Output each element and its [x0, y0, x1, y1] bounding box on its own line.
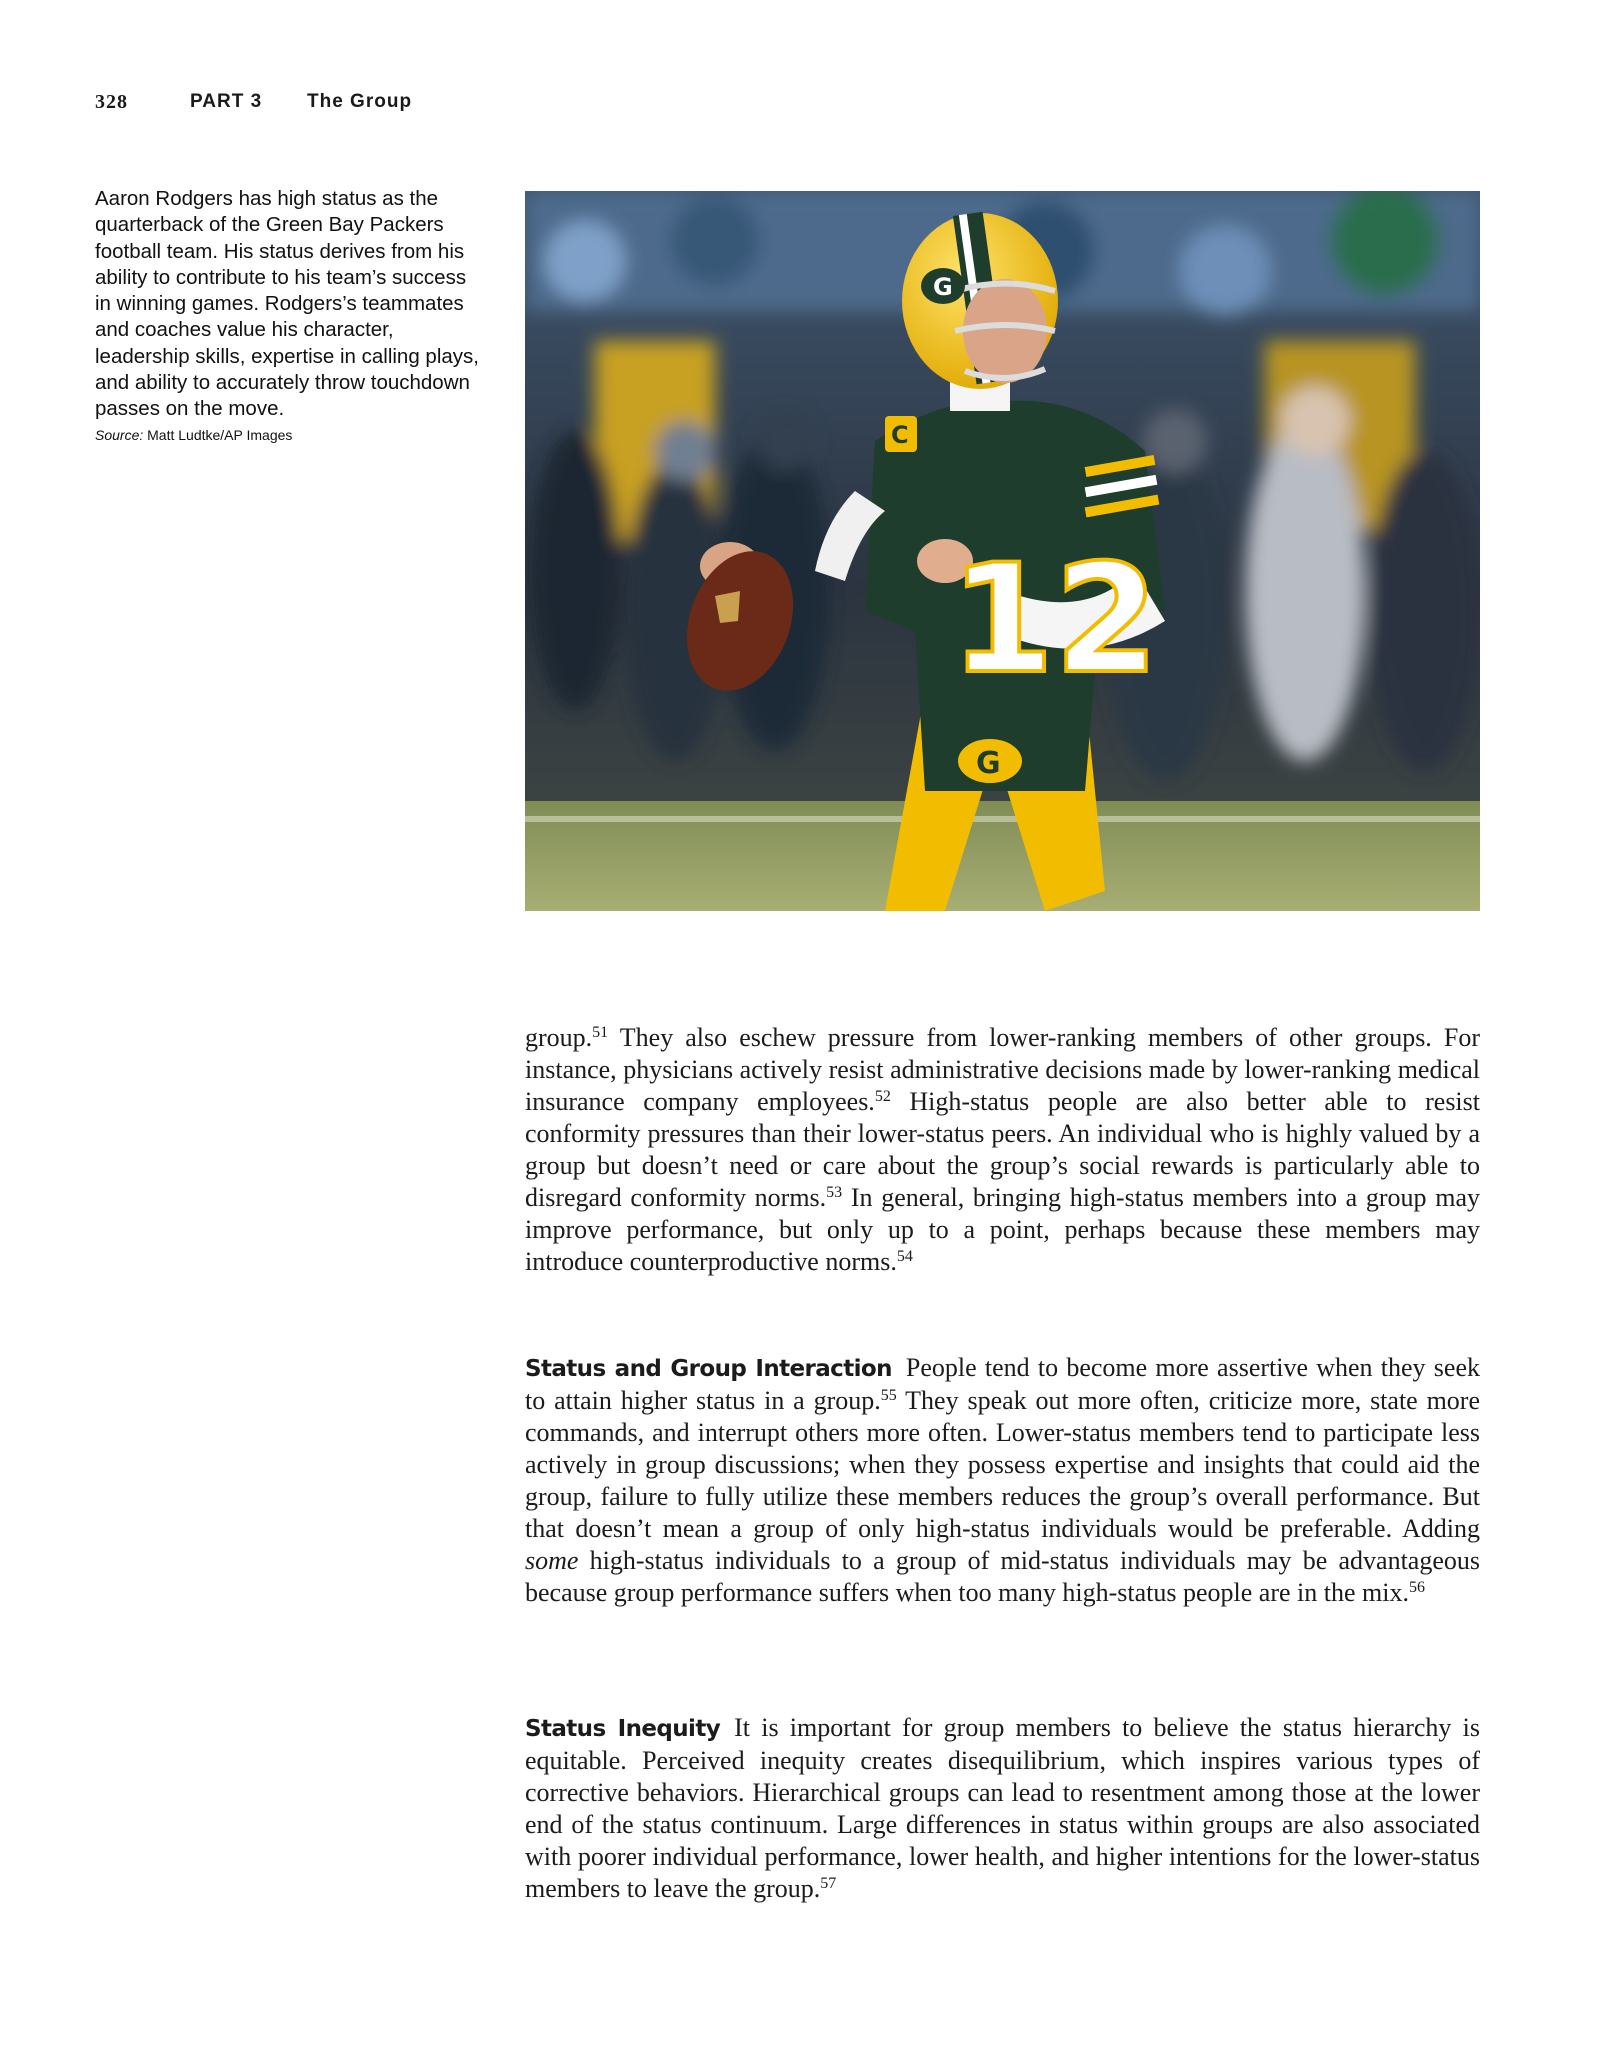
- footnote-ref: 52: [874, 1088, 891, 1105]
- footnote-ref: 56: [1408, 1579, 1425, 1596]
- part-title: The Group: [307, 91, 413, 112]
- footnote-ref: 57: [820, 1875, 837, 1892]
- captain-patch: C: [891, 421, 909, 449]
- paragraph-2: [525, 1352, 1480, 1609]
- paragraph-3: [525, 1712, 1480, 1905]
- p1-text-d: In general, bringing high-status members into a group may improve performance, but only up to a point, perhaps because these members may introduce counterproductive norms.: [525, 1183, 1480, 1276]
- source-label: Source:: [95, 426, 144, 443]
- p2-text-a: People tend to become more assertive when they seek to attain higher status in a group.: [525, 1353, 1480, 1415]
- caption-source: [95, 425, 485, 445]
- belly-logo: G: [976, 746, 1001, 781]
- p2-text-b: They speak out more often, criticize more, state more commands, and interrupt others more often. Lower-status members tend to participate less actively in group discussions; when they possess expertise and insights that could aid the group, failure to fully utilize these members reduces the group’s overall performance. But that doesn’t mean a group of only high-status individuals would be preferable. Adding: [525, 1386, 1481, 1543]
- page-number: 328: [95, 91, 128, 113]
- p1-text-b: They also eschew pressure from lower-ranking members of other groups. For instance, physicians actively resist administrative decisions made by lower-ranking medical insurance company employees.: [525, 1023, 1480, 1116]
- emphasis: some: [525, 1546, 579, 1575]
- quarterback-photo: [525, 191, 1480, 911]
- p2-text-c: high-status individuals to a group of mid-status individuals may be advantageous because group performance suffers when too many high-status people are in the mix.: [525, 1546, 1480, 1607]
- section-heading: Status and Group Interaction: [525, 1356, 892, 1382]
- footnote-ref: 51: [592, 1024, 609, 1041]
- caption-text: Aaron Rodgers has high status as the quarterback of the Green Bay Packers football team. His status derives from his ability to contribute to his team’s success in winning games. Rodgers’s teammates and coaches value his character, leadership skills, expertise in calling plays, and ability to accurately throw touchdown passes on the move.: [95, 187, 479, 421]
- part-label: PART 3: [190, 91, 263, 112]
- source-credit: Matt Ludtke/AP Images: [147, 426, 293, 443]
- helmet-logo: G: [933, 273, 953, 301]
- photo-caption: [95, 186, 485, 445]
- footnote-ref: 55: [880, 1387, 897, 1404]
- footnote-ref: 53: [826, 1184, 843, 1201]
- footnote-ref: 54: [896, 1248, 913, 1265]
- section-heading: Status Inequity: [525, 1716, 721, 1742]
- p1-text-c: High-status people are also better able to resist conformity pressures than their lower-status peers. An individual who is highly valued by a group but doesn’t need or care about the group’s social rewards is particularly able to disregard conformity norms.: [525, 1087, 1481, 1212]
- p3-text-a: It is important for group members to believe the status hierarchy is equitable. Perceived inequity creates disequilibrium, which inspires various types of corrective behaviors. Hierarchical groups can lead to resentment among those at the lower end of the status continuum. Large differences in status within groups are also associated with poorer individual performance, lower health, and higher intentions for the lower-status members to leave the group.: [525, 1713, 1481, 1903]
- p1-text-a: group.: [525, 1023, 593, 1052]
- jersey-number: 12: [950, 533, 1159, 707]
- paragraph-1: [525, 1022, 1480, 1278]
